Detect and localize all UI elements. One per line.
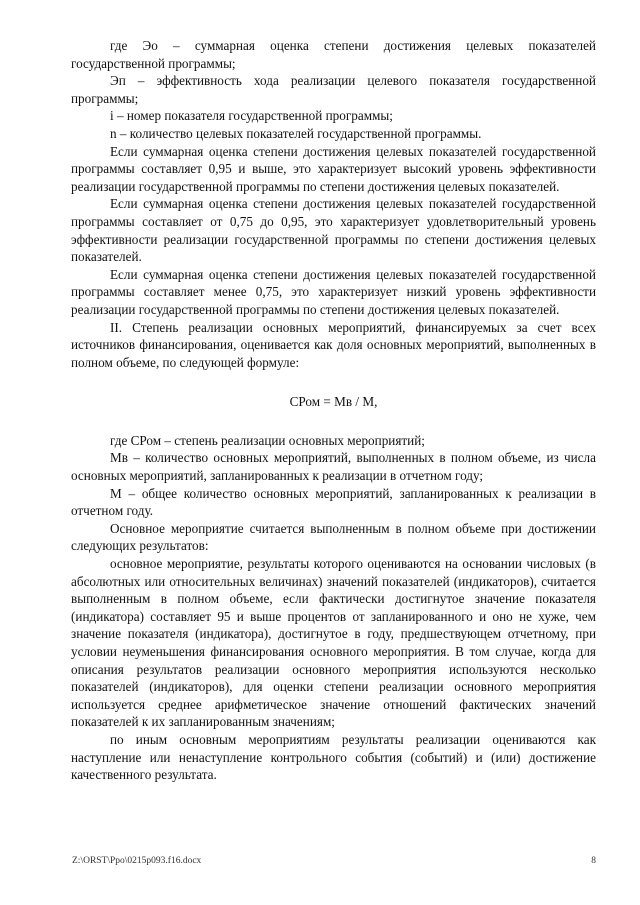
paragraph: где Эо – суммарная оценка степени достижения целевых показателей государственной программы; [71, 38, 596, 71]
footer-file-path: Z:\ORST\Ppo\0215p093.f16.docx [72, 856, 202, 866]
paragraph: по иным основным мероприятиям результаты реализации оцениваются как наступление или ненаступление контрольного события (событий) и (или) достижение качественного результата. [71, 731, 596, 783]
paragraph: где СРом – степень реализации основных мероприятий; [110, 432, 425, 448]
paragraph: i – номер показателя государственной программы; [110, 108, 393, 124]
paragraph: Мв – количество основных мероприятий, выполненных в полном объеме, из числа основных мероприятий, запланированных к реализации в отчетном году; [71, 450, 596, 484]
paragraph: Если суммарная оценка степени достижения целевых показателей государственной программы составляет от 0,75 до 0,95, это характеризует удовлетворительный уровень эффективности реализации государственной программы по степени достижения целевых показателей. [71, 196, 596, 265]
paragraph: основное мероприятие, результаты которого оцениваются на основании числовых (в абсолютных или относительных величинах) значений показателей (индикаторов), считается выполненным в полном объеме, если фактически достигнутое значение показателя (индикатора) составляет 95 и выше процентов от запланированного и оно не хуже, чем значение показателя (индикатора), достигнутое в году, предшествующем отчетному, при условии неуменьшения финансирования основного мероприятия. В том случае, когда для описания результатов реализации основного мероприятия используются несколько показателей (индикаторов), для оценки степени реализации основного мероприятия используется среднее арифметическое значение отношений фактических значений показателей к их запланированным значениям; [71, 556, 596, 730]
paragraph: Если суммарная оценка степени достижения целевых показателей государственной программы составляет менее 0,75, это характеризует низкий уровень эффективности реализации государственной программы по степени достижения целевых показателей. [71, 266, 596, 317]
paragraph: Если суммарная оценка степени достижения целевых показателей государственной программы составляет 0,95 и выше, это характеризует высокий уровень эффективности реализации государственной программы по степени достижения целевых показателей. [71, 143, 596, 194]
paragraph: Основное мероприятие считается выполненным в полном объеме при достижении следующих результатов: [71, 520, 596, 554]
paragraph: n – количество целевых показателей государственной программы. [110, 125, 482, 141]
paragraph: Эп – эффективность хода реализации целевого показателя государственной программы; [71, 73, 596, 106]
paragraph: М – общее количество основных мероприятий, запланированных к реализации в отчетном году. [71, 485, 596, 519]
paragraph: II. Степень реализации основных мероприятий, финансируемых за счет всех источников финансирования, оценивается как доля основных мероприятий, выполненных в полном объеме, по следующей формуле: [71, 319, 596, 370]
document-body [71, 37, 596, 784]
page-number: 8 [591, 856, 596, 866]
formula: СРом = Мв / М, [289, 394, 378, 410]
